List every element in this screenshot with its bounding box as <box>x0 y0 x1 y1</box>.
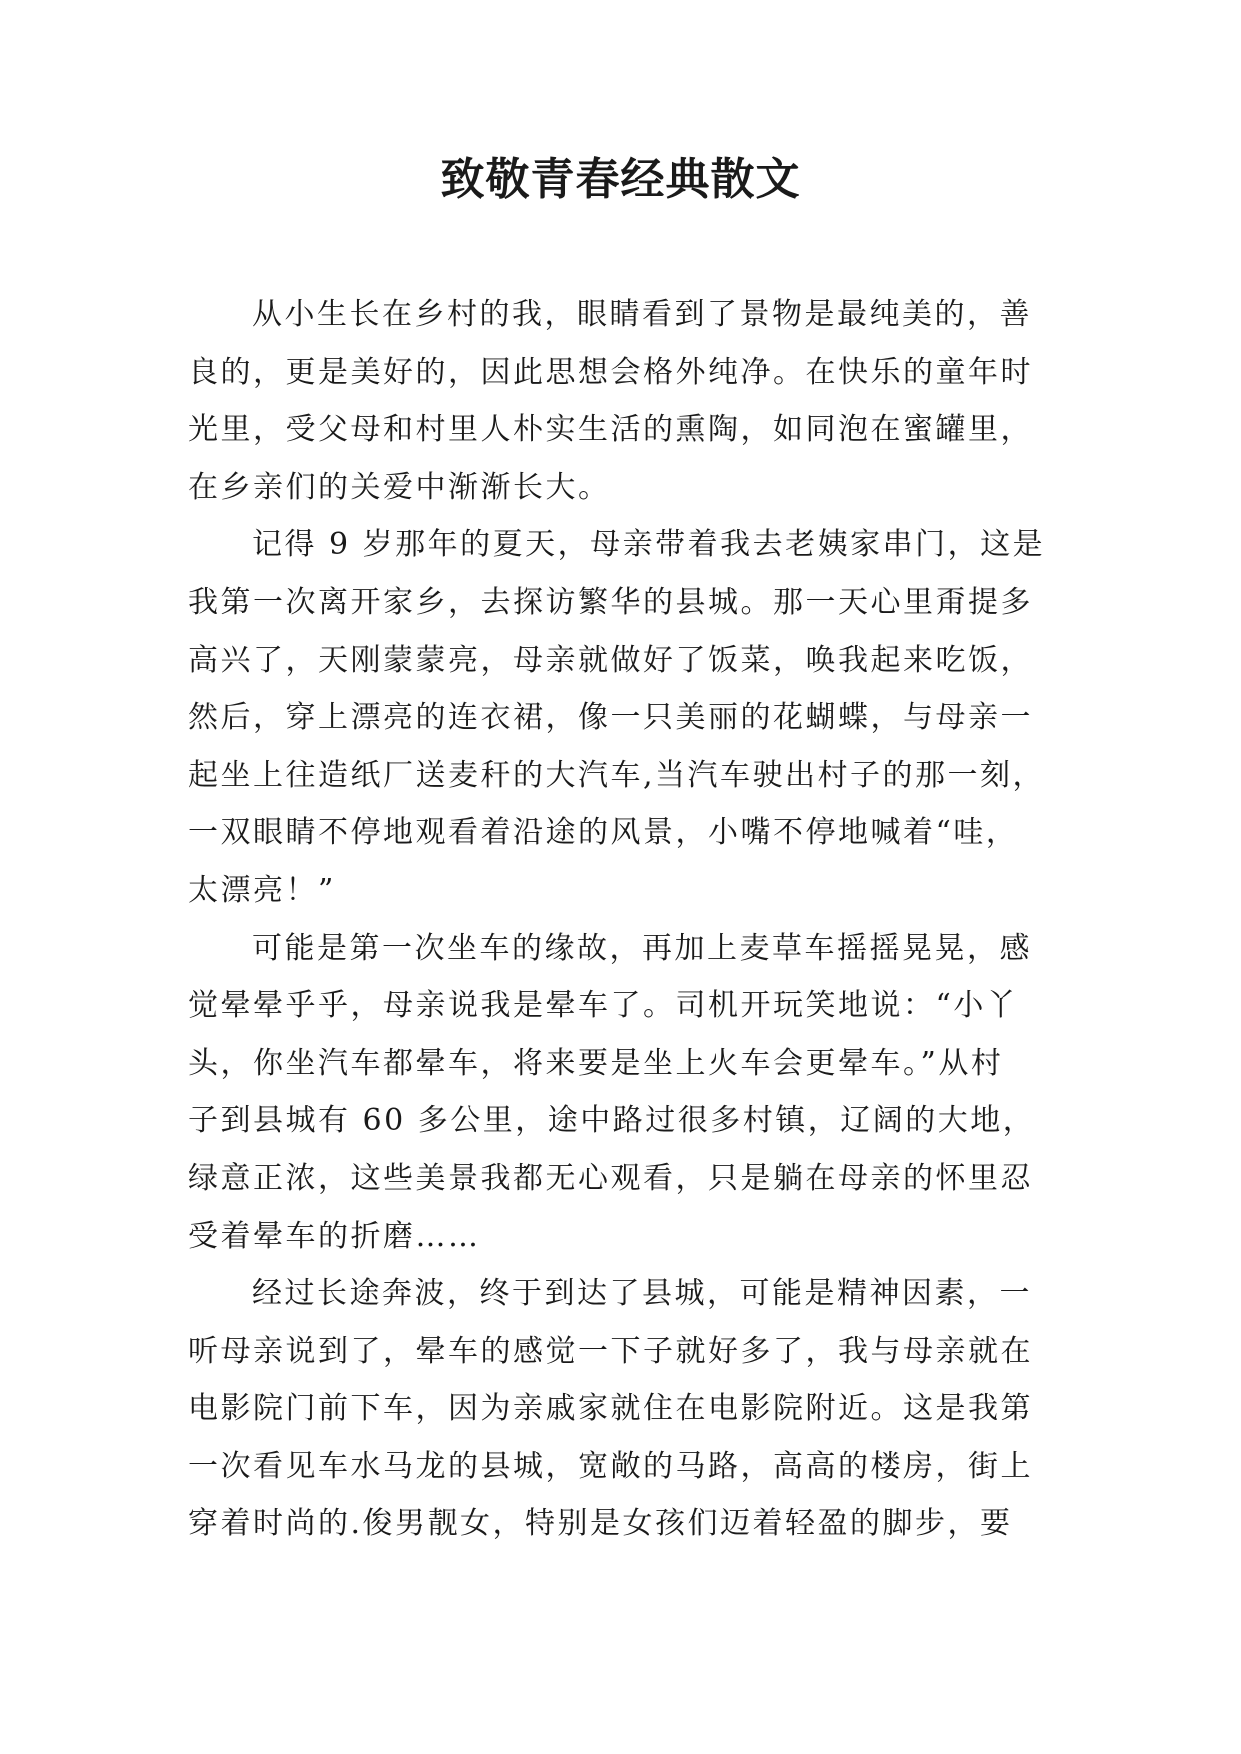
paragraph-first-line: 经过长途奔波，终于到达了县城，可能是精神因素，一 <box>252 1276 1032 1312</box>
document-body <box>188 286 1068 1553</box>
paragraph-first-line: 记得 9 岁那年的夏天，母亲带着我去老姨家串门，这是 <box>252 527 1046 563</box>
paragraph-line: 一次看见车水马龙的县城，宽敞的马路，高高的楼房，街上 <box>188 1448 1033 1484</box>
paragraph-first-line: 从小生长在乡村的我，眼睛看到了景物是最纯美的，善 <box>252 297 1032 332</box>
paragraph-line: 在乡亲们的关爱中渐渐长大。 <box>188 469 611 505</box>
paragraph-first-line: 可能是第一次坐车的缘故，再加上麦草车摇摇晃晃，感 <box>252 930 1032 966</box>
paragraph-line: 电影院门前下车，因为亲戚家就住在电影院附近。这是我第 <box>188 1391 1033 1427</box>
paragraph-line: 觉晕晕乎乎，母亲说我是晕车了。司机开玩笑地说：“小丫 <box>188 988 1019 1024</box>
paragraph-line: 头，你坐汽车都晕车，将来要是坐上火车会更晕车。”从村 <box>188 1045 1004 1081</box>
paragraph-line: 穿着时尚的.俊男靓女，特别是女孩们迈着轻盈的脚步，要 <box>188 1506 1013 1542</box>
paragraph-line: 我第一次离开家乡，去探访繁华的县城。那一天心里甭提多 <box>188 584 1033 620</box>
paragraph-line: 起坐上往造纸厂送麦秆的大汽车,当汽车驶出村子的那一刻， <box>188 757 1046 793</box>
paragraph-line: 绿意正浓，这些美景我都无心观看，只是躺在母亲的怀里忍 <box>188 1160 1033 1196</box>
paragraph-line: 光里，受父母和村里人朴实生活的熏陶，如同泡在蜜罐里， <box>188 412 1033 448</box>
paragraph-line: 良的，更是美好的，因此思想会格外纯净。在快乐的童年时 <box>188 354 1033 390</box>
paragraph-line: 然后，穿上漂亮的连衣裙，像一只美丽的花蝴蝶，与母亲一 <box>188 700 1033 736</box>
paragraph-line: 听母亲说到了，晕车的感觉一下子就好多了，我与母亲就在 <box>188 1333 1033 1369</box>
paragraph-line: 受着晕车的折磨…… <box>188 1218 481 1254</box>
paragraph-line: 太漂亮！” <box>188 872 336 908</box>
paragraph-line: 一双眼睛不停地观看着沿途的风景，小嘴不停地喊着“哇， <box>188 815 1019 851</box>
paragraph-line: 子到县城有 60 多公里，途中路过很多村镇，辽阔的大地， <box>188 1103 1036 1139</box>
document-title: 致敬青春经典散文 <box>440 154 801 205</box>
paragraph-line: 高兴了，天刚蒙蒙亮，母亲就做好了饭菜，唤我起来吃饭， <box>188 642 1033 678</box>
